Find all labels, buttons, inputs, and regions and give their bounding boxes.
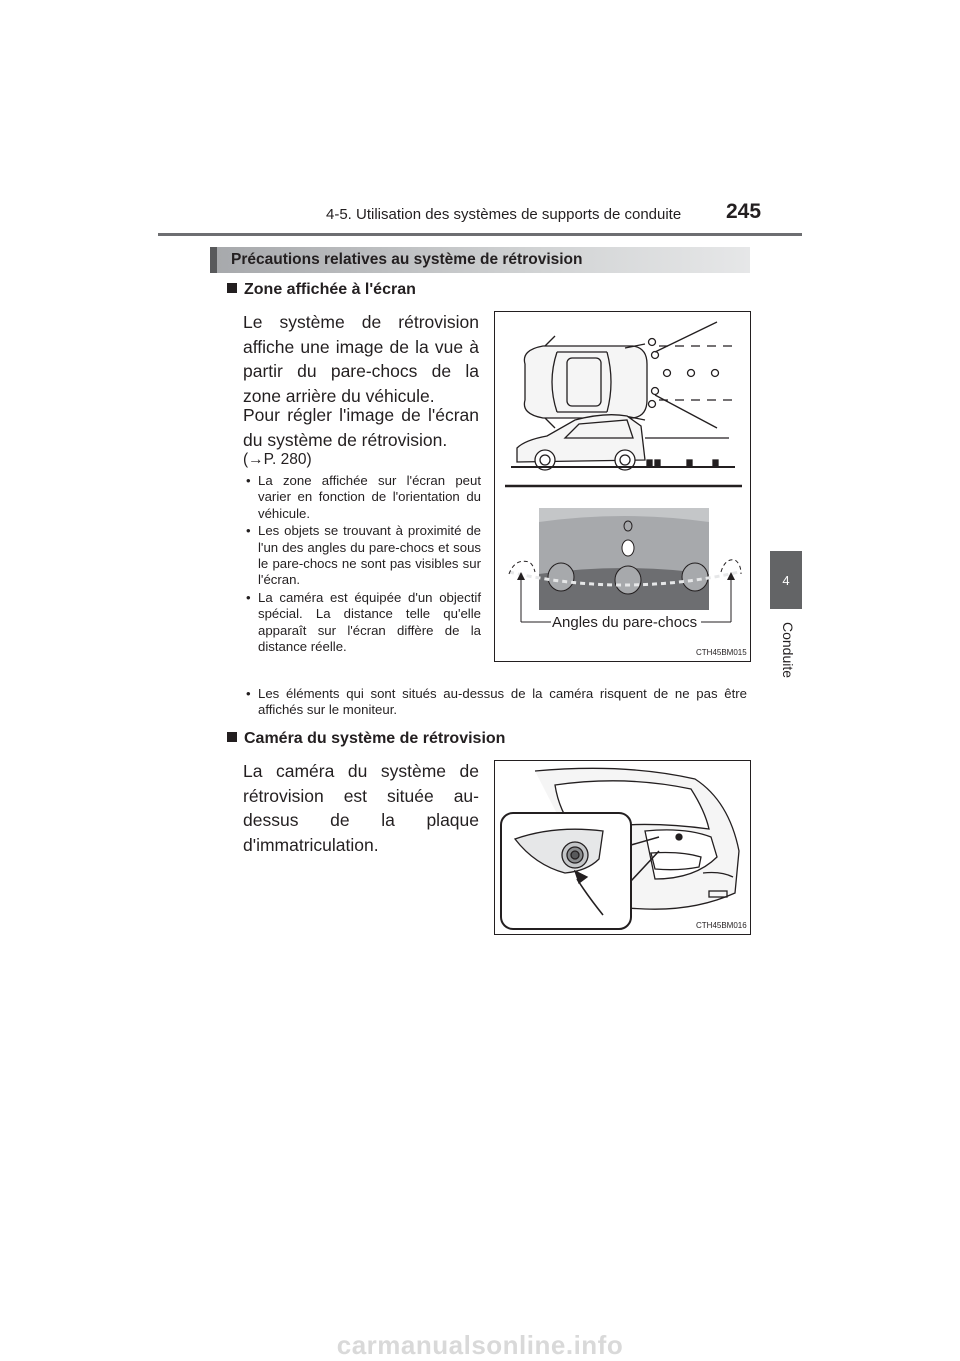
camera-heading bbox=[227, 730, 505, 748]
figure-code: CTH45BM016 bbox=[696, 921, 747, 930]
zone-bullet-wide bbox=[245, 686, 747, 720]
header-section-title: 4-5. Utilisation des systèmes de supports de conduite bbox=[326, 206, 682, 223]
chapter-tab-label-text: Conduite bbox=[780, 621, 796, 679]
section-banner bbox=[210, 247, 750, 273]
list-item: • La caméra est équipée d'un objectif spécial. La distance telle qu'elle apparaît sur l'écran diffère de la distance réelle. bbox=[245, 590, 481, 656]
page-number: 245 bbox=[726, 200, 762, 223]
display-area-illustration bbox=[495, 312, 750, 661]
zone-bullet-list bbox=[245, 473, 481, 656]
chapter-tab-label bbox=[772, 620, 802, 680]
figure-display-area bbox=[494, 311, 751, 662]
chapter-tab-number bbox=[770, 551, 802, 609]
page-reference: (→P. 280) bbox=[243, 451, 312, 468]
camera-heading-text: Caméra du système de rétrovision bbox=[244, 730, 506, 747]
watermark: carmanualsonline.info bbox=[336, 1330, 624, 1360]
square-bullet-icon bbox=[227, 732, 237, 742]
section-title: Précautions relatives au système de rétrovision bbox=[231, 251, 583, 268]
figure-camera-location bbox=[494, 760, 751, 935]
zone-paragraph-1: Le système de rétrovision affiche une image de la vue à partir du pare-chocs de la zone arrière du véhicule. bbox=[243, 312, 479, 406]
zone-heading-text: Zone affichée à l'écran bbox=[244, 281, 416, 298]
zone-paragraph-2: Pour régler l'image de l'écran du système de rétrovision. bbox=[243, 405, 479, 450]
chapter-tab-number-text: 4 bbox=[782, 572, 790, 588]
callout-bumper-corners: Angles du pare-chocs bbox=[552, 614, 698, 631]
camera-paragraph: La caméra du système de rétrovision est située au-dessus de la plaque d'immatriculation. bbox=[243, 761, 479, 855]
figure-code: CTH45BM015 bbox=[696, 648, 747, 657]
rear-camera-screen bbox=[509, 508, 741, 622]
list-item: • Les objets se trouvant à proximité de l'un des angles du pare-chocs et sous le pare-chocs ne sont pas visibles sur l'écran. bbox=[245, 523, 481, 589]
car-side-view-icon bbox=[511, 415, 735, 470]
car-top-view-icon bbox=[524, 336, 647, 428]
zone-heading bbox=[227, 281, 416, 299]
sensor-marks bbox=[649, 322, 734, 428]
header-rule bbox=[158, 233, 802, 236]
list-item: • Les éléments qui sont situés au-dessus de la caméra risquent de ne pas être affichés sur le moniteur. bbox=[245, 686, 747, 719]
square-bullet-icon bbox=[227, 283, 237, 293]
list-item: • La zone affichée sur l'écran peut varier en fonction de l'orientation du véhicule. bbox=[245, 473, 481, 522]
camera-location-illustration bbox=[495, 761, 750, 934]
